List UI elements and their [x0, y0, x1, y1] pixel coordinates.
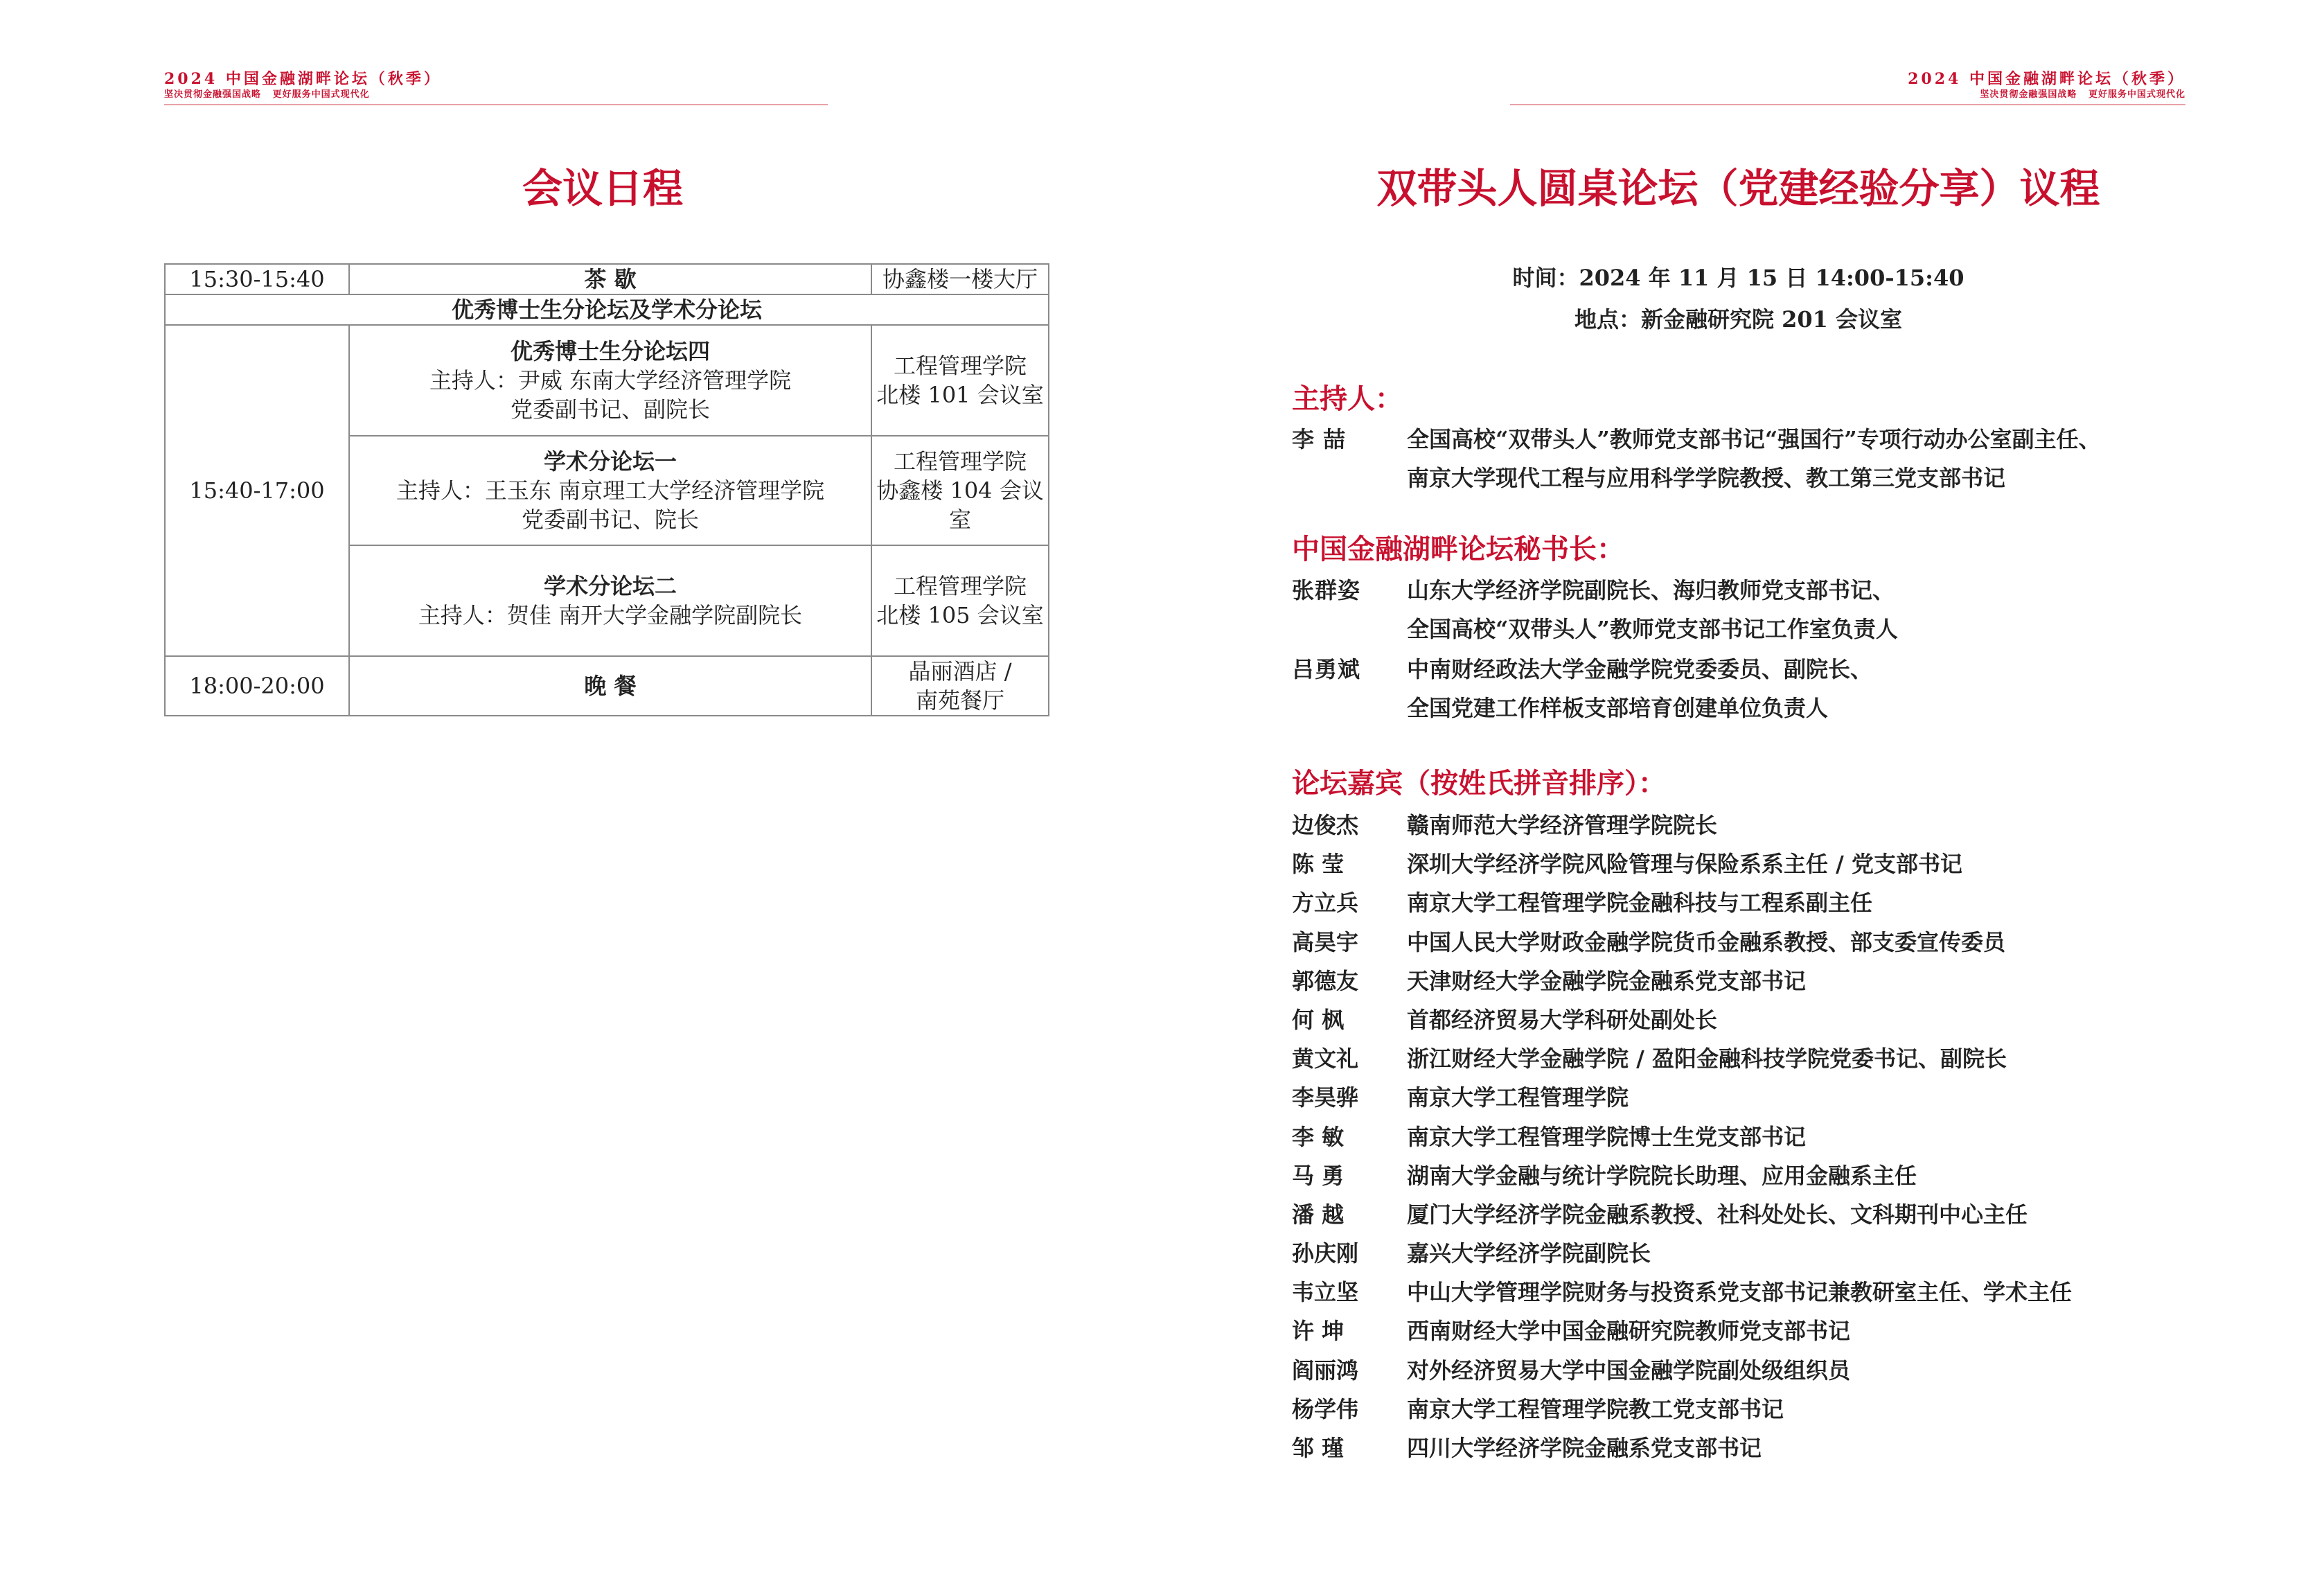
person-desc: 中国人民大学财政金融学院货币金融系教授、部支委宣传委员 — [1407, 928, 2006, 955]
host-row-cont — [1292, 459, 2005, 497]
forum-title: 优秀博士生分论坛四 — [510, 338, 710, 364]
place-line: 协鑫楼 104 会议室 — [876, 477, 1044, 533]
forum-title: 学术分论坛二 — [543, 573, 677, 599]
secretary-row-cont — [1292, 610, 1898, 649]
person-desc: 天津财经大学金融学院金融系党支部书记 — [1407, 967, 1807, 994]
secretary-heading: 中国金融湖畔论坛秘书长： — [1292, 533, 1624, 565]
list-item — [1292, 962, 2072, 1000]
header-divider — [164, 104, 828, 105]
host-heading: 主持人： — [1292, 383, 1403, 415]
event-cell — [349, 436, 871, 545]
header-title: 2024 中国金融湖畔论坛（秋季） — [1908, 70, 2185, 88]
list-item — [1292, 1429, 2072, 1467]
forum-title: 学术分论坛一 — [543, 448, 677, 475]
list-item — [1292, 1390, 2072, 1429]
list-item — [1292, 883, 2072, 922]
person-desc: 中南财经政法大学金融学院党委委员、副院长、 — [1407, 656, 1873, 682]
person-desc: 厦门大学经济学院金融系教授、社科处处长、文科期刊中心主任 — [1407, 1201, 2028, 1228]
person-name: 吕勇斌 — [1292, 656, 1361, 682]
person-desc: 中山大学管理学院财务与投资系党支部书记兼教研室主任、学术主任 — [1407, 1279, 2073, 1306]
event-cell — [349, 325, 871, 436]
schedule-table — [164, 263, 1049, 716]
table-row — [165, 325, 1049, 436]
person-desc: 四川大学经济学院金融系党支部书记 — [1407, 1435, 1762, 1461]
secretary-row — [1292, 571, 1895, 610]
person-desc: 全国高校“双带头人”教师党支部书记工作室负责人 — [1407, 616, 1898, 642]
list-item — [1292, 1351, 2072, 1390]
person-desc: 南京大学工程管理学院教工党支部书记 — [1407, 1395, 1784, 1422]
page-title: 会议日程 — [522, 165, 683, 212]
person-name: 陈 莹 — [1292, 851, 1345, 878]
running-header-left — [164, 69, 442, 101]
person-name: 张群姿 — [1292, 577, 1361, 603]
list-item — [1292, 845, 2072, 883]
right-page — [1162, 0, 2324, 1588]
header-slogan: 坚决贯彻金融强国战略 更好服务中国式现代化 — [164, 89, 370, 100]
place-line: 工程管理学院 — [893, 448, 1027, 475]
person-name: 杨学伟 — [1292, 1395, 1359, 1422]
person-name: 李昊骅 — [1292, 1084, 1359, 1111]
person-desc: 西南财经大学中国金融研究院教师党支部书记 — [1407, 1318, 1851, 1345]
person-name: 李 喆 — [1292, 426, 1347, 452]
header-slogan: 坚决贯彻金融强国战略 更好服务中国式现代化 — [1980, 89, 2185, 100]
person-desc: 深圳大学经济学院风险管理与保险系系主任 / 党支部书记 — [1407, 851, 1962, 878]
person-desc: 全国高校“双带头人”教师党支部书记“强国行”专项行动办公室副主任、 — [1407, 426, 2101, 452]
meeting-time: 时间：2024 年 11 月 15 日 14:00-15:40 — [1512, 265, 1964, 291]
list-item — [1292, 1312, 2072, 1350]
person-name: 马 勇 — [1292, 1162, 1345, 1189]
time-cell: 15:30-15:40 — [165, 264, 349, 294]
list-item — [1292, 1118, 2072, 1156]
place-line: 晶丽酒店 / — [908, 658, 1012, 685]
list-item — [1292, 1156, 2072, 1195]
person-name: 何 枫 — [1292, 1006, 1345, 1033]
time-cell: 18:00-20:00 — [165, 656, 349, 716]
forum-host-title: 党委副书记、院长 — [521, 506, 699, 533]
meeting-location: 地点：新金融研究院 201 会议室 — [1574, 306, 1903, 333]
list-item — [1292, 1234, 2072, 1273]
person-name: 郭德友 — [1292, 967, 1359, 994]
person-desc: 南京大学工程管理学院 — [1407, 1084, 1629, 1111]
person-desc: 湖南大学金融与统计学院院长助理、应用金融系主任 — [1407, 1162, 1917, 1189]
guest-list — [1292, 806, 2072, 1467]
secretary-row — [1292, 650, 1872, 689]
time-cell: 15:40-17:00 — [165, 325, 349, 656]
list-item — [1292, 1039, 2072, 1078]
list-item — [1292, 1273, 2072, 1312]
person-name: 韦立坚 — [1292, 1279, 1359, 1306]
table-row — [165, 294, 1049, 325]
guests-heading: 论坛嘉宾（按姓氏拼音排序）： — [1292, 768, 1666, 800]
list-item — [1292, 1078, 2072, 1117]
place-cell: 协鑫楼一楼大厅 — [871, 264, 1049, 294]
forum-host: 主持人：尹威 东南大学经济管理学院 — [429, 367, 792, 394]
person-desc: 山东大学经济学院副院长、海归教师党支部书记、 — [1407, 577, 1895, 603]
page-title: 双带头人圆桌论坛（党建经验分享）议程 — [1376, 165, 2100, 212]
person-desc: 首都经济贸易大学科研处副处长 — [1407, 1006, 1718, 1033]
person-name: 阎丽鸿 — [1292, 1357, 1359, 1384]
place-cell — [871, 325, 1049, 436]
section-header-cell: 优秀博士生分论坛及学术分论坛 — [165, 294, 1049, 325]
person-desc: 嘉兴大学经济学院副院长 — [1407, 1240, 1651, 1267]
place-line: 工程管理学院 — [893, 353, 1027, 379]
person-name: 边俊杰 — [1292, 812, 1359, 838]
secretary-row-cont — [1292, 689, 1828, 727]
event-cell: 茶 歇 — [349, 264, 871, 294]
list-item — [1292, 1195, 2072, 1234]
person-desc: 赣南师范大学经济管理学院院长 — [1407, 812, 1718, 838]
event-cell — [349, 545, 871, 656]
person-name: 许 坤 — [1292, 1318, 1345, 1345]
table-row — [165, 656, 1049, 716]
forum-host: 主持人：王玉东 南京理工大学经济管理学院 — [396, 477, 825, 504]
person-name: 高昊宇 — [1292, 928, 1359, 955]
place-cell — [871, 656, 1049, 716]
person-name: 李 敏 — [1292, 1123, 1345, 1150]
header-title: 2024 中国金融湖畔论坛（秋季） — [164, 70, 442, 88]
person-name: 邹 瑾 — [1292, 1435, 1345, 1461]
table-row — [165, 264, 1049, 294]
list-item — [1292, 806, 2072, 845]
person-desc: 南京大学工程管理学院金融科技与工程系副主任 — [1407, 890, 1873, 917]
list-item — [1292, 923, 2072, 962]
person-name: 黄文礼 — [1292, 1046, 1359, 1073]
place-cell — [871, 436, 1049, 545]
forum-host: 主持人：贺佳 南开大学金融学院副院长 — [418, 602, 803, 628]
host-row — [1292, 420, 2101, 459]
person-desc: 浙江财经大学金融学院 / 盈阳金融科技学院党委书记、副院长 — [1407, 1046, 2007, 1073]
place-line: 北楼 105 会议室 — [876, 602, 1044, 628]
running-header-right — [1908, 69, 2185, 101]
place-line: 北楼 101 会议室 — [876, 382, 1044, 408]
person-name: 潘 越 — [1292, 1201, 1345, 1228]
forum-host-title: 党委副书记、副院长 — [510, 396, 710, 423]
place-cell — [871, 545, 1049, 656]
person-desc: 南京大学现代工程与应用科学学院教授、教工第三党支部书记 — [1407, 465, 2006, 491]
person-desc: 对外经济贸易大学中国金融学院副处级组织员 — [1407, 1357, 1851, 1384]
list-item — [1292, 1000, 2072, 1039]
person-desc: 南京大学工程管理学院博士生党支部书记 — [1407, 1123, 1807, 1150]
place-line: 南苑餐厅 — [915, 687, 1004, 714]
place-line: 工程管理学院 — [893, 573, 1027, 599]
person-desc: 全国党建工作样板支部培育创建单位负责人 — [1407, 695, 1829, 721]
header-divider — [1510, 104, 2185, 105]
person-name: 方立兵 — [1292, 890, 1359, 917]
event-cell: 晚 餐 — [349, 656, 871, 716]
person-name: 孙庆刚 — [1292, 1240, 1359, 1267]
